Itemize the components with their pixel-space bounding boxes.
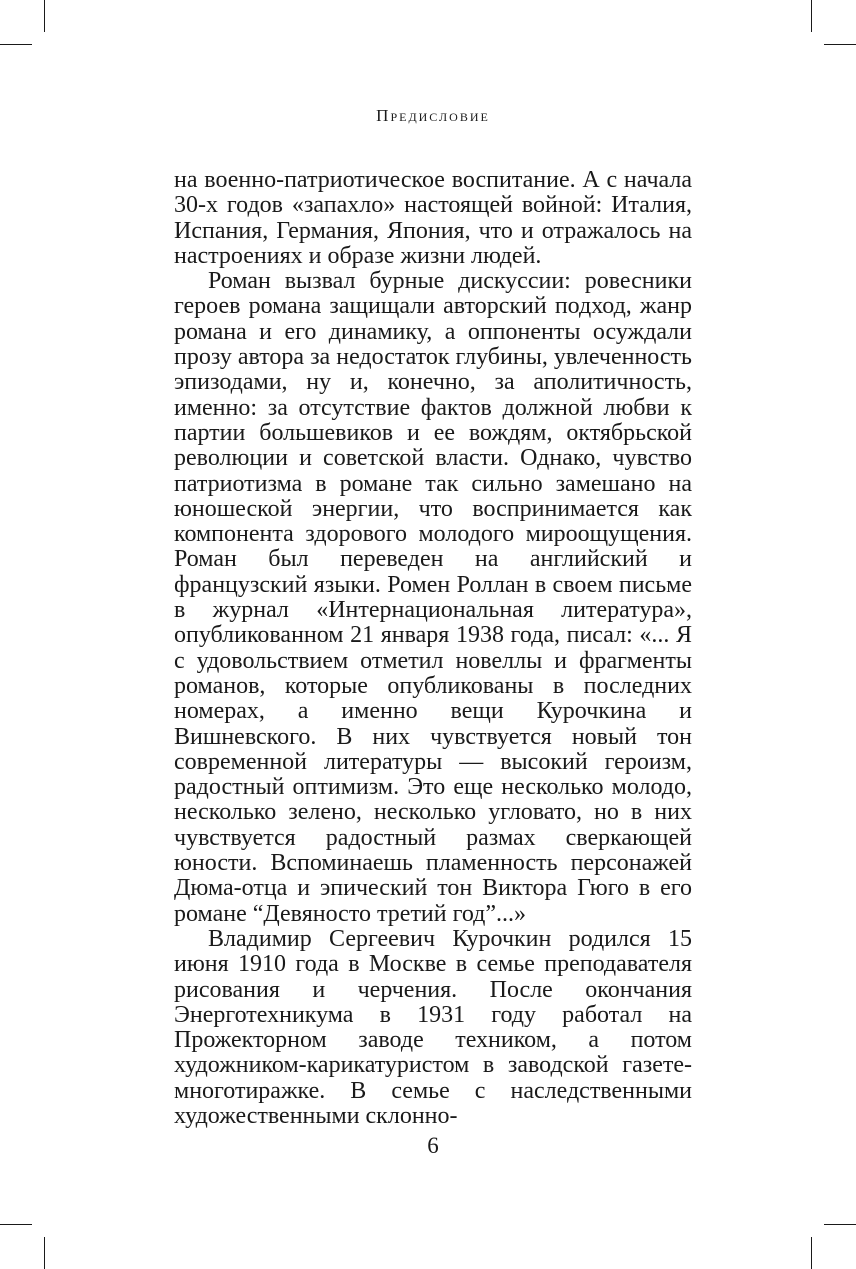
body-text — [174, 168, 692, 1129]
paragraph: Владимир Сергеевич Курочкин родился 15 июня 1910 года в Москве в семье преподавателя рисования и черчения. После окончания Энерготехникума в 1931 году работал на Прожекторном заводе техником, а потом художником-карикатуристом в заводской газете-многотиражке. В семье с наследственными художественными склонно- — [174, 925, 692, 1129]
crop-mark-top-left-vertical — [44, 0, 45, 32]
page-number: 6 — [427, 1133, 439, 1158]
crop-mark-bottom-left-horizontal — [0, 1224, 32, 1225]
crop-mark-top-right-horizontal — [824, 44, 856, 45]
crop-mark-bottom-right-vertical — [811, 1237, 812, 1269]
crop-mark-bottom-right-horizontal — [824, 1224, 856, 1225]
crop-mark-bottom-left-vertical — [44, 1237, 45, 1269]
paragraph: Роман вызвал бурные дискуссии: ровесники героев романа защищали авторский подход, жанр романа и его динамику, а оппоненты осуждали прозу автора за недостаток глубины, увлеченность эпизодами, ну и, конечно, за аполитичность, именно: за отсутствие фактов должной любви к партии большевиков и ее вождям, октябрьской революции и советской власти. Однако, чувство патриотизма в романе так сильно замешано на юношеской энергии, что воспринимается как компонента здорового молодого мироощущения. Роман был переведен на английский и французский языки. Ромен Роллан в своем письме в журнал «Интернациональная литература», опубликованном 21 января 1938 года, писал: «... Я с удовольствием отметил новеллы и фрагменты романов, которые опубликованы в последних номерах, а именно вещи Курочкина и Вишневского. В них чувствуется новый тон современной литературы — высокий героизм, радостный оптимизм. Это еще несколько молодо, несколько зелено, несколько угловато, но в них чувствуется радостный размах сверкающей юности. Вспоминаешь пламенность персонажей Дюма-отца и эпический тон Виктора Гюго в его романе “Девяносто третий год”...» — [174, 268, 692, 927]
paragraph: на военно-патриотическое воспитание. А с начала 30-х годов «запахло» настоящей войной: Италия, Испания, Германия, Япония, что и отражалось на настроениях и образе жизни людей. — [174, 167, 692, 269]
crop-mark-top-right-vertical — [811, 0, 812, 32]
running-head: Предисловие — [376, 106, 490, 125]
crop-mark-top-left-horizontal — [0, 44, 32, 45]
